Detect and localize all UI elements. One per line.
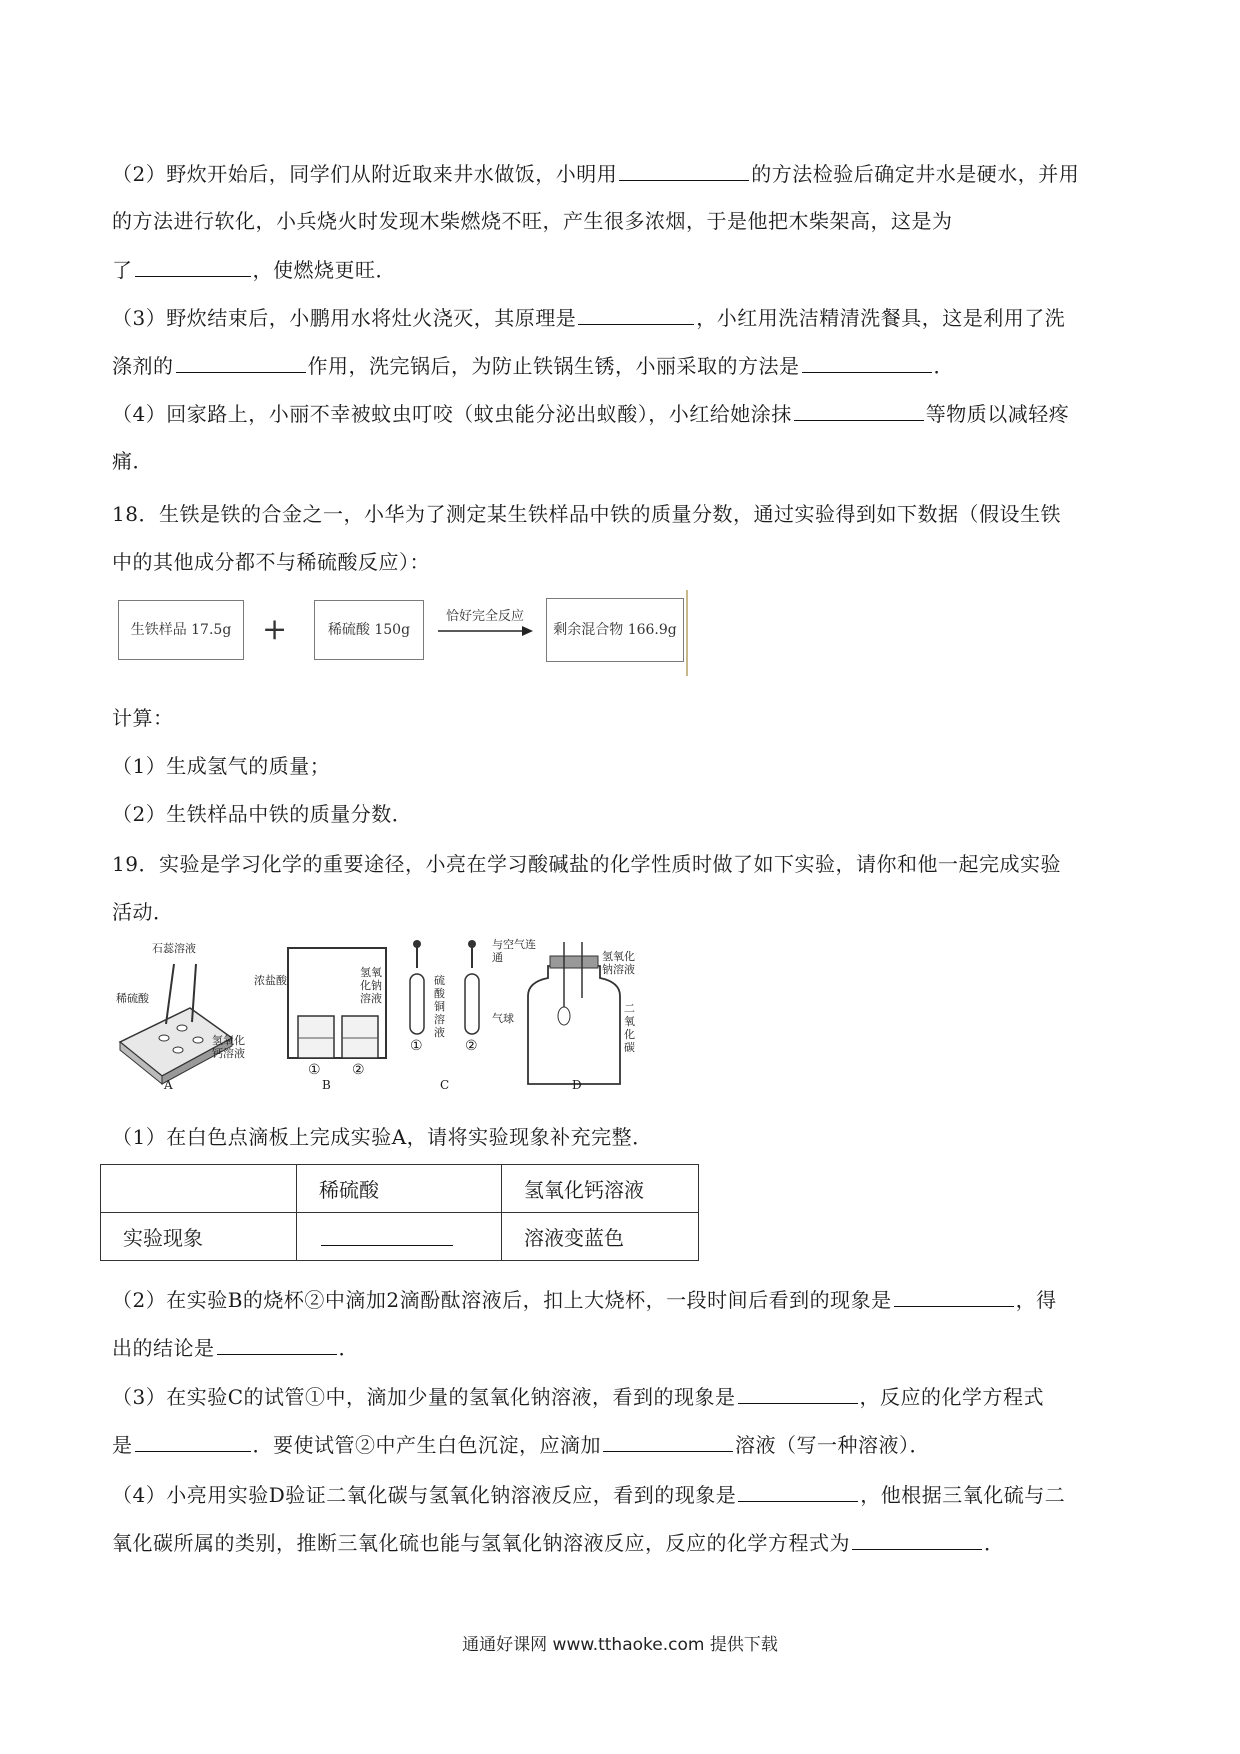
arrow-label: 恰好完全反应 — [446, 609, 525, 624]
text: 溶液（写一种溶液）． — [735, 1433, 930, 1457]
text: 计算： — [112, 706, 174, 730]
answer-blank[interactable] — [321, 1223, 453, 1246]
text: 出的结论是 — [112, 1336, 215, 1360]
experiment-table — [100, 1164, 699, 1261]
text: ，使燃烧更旺． — [252, 258, 396, 282]
figure-label: 气球 — [492, 1012, 514, 1025]
text: 是 — [112, 1433, 133, 1457]
figure-label: 稀硫酸 — [116, 992, 149, 1005]
text: （1）在白色点滴板上完成实验A，请将实验现象补充完整． — [112, 1125, 653, 1149]
q18-line1 — [112, 499, 1132, 529]
answer-blank[interactable] — [135, 254, 251, 277]
answer-blank[interactable] — [176, 350, 306, 373]
table-row — [101, 1213, 699, 1261]
table-cell: 溶液变蓝色 — [502, 1213, 699, 1261]
q18-sub1 — [112, 751, 1132, 781]
figure-label: 氢氧化钙溶液 — [212, 1034, 245, 1060]
answer-blank[interactable] — [894, 1284, 1014, 1307]
text: 19．实验是学习化学的重要途径，小亮在学习酸碱盐的化学性质时做了如下实验，请你和他一起完成实验 — [112, 852, 1061, 876]
figure-label: 与空气连通 — [492, 938, 536, 964]
text: 18．生铁是铁的合金之一，小华为了测定某生铁样品中铁的质量分数，通过实验得到如下数据（假设生铁 — [112, 502, 1061, 526]
q17-part3-line1 — [112, 302, 1132, 333]
text: 的方法进行软化，小兵烧火时发现木柴燃烧不旺，产生很多浓烟，于是他把木柴架高，这是为 — [112, 209, 953, 233]
q19-part4-line1 — [112, 1479, 1132, 1510]
figure-label: 二氧化碳 — [624, 1002, 635, 1054]
text: ，小红用洗洁精清洗餐具，这是利用了洗 — [696, 306, 1066, 330]
q18-line2 — [112, 547, 1132, 577]
page-footer: 通通好课网 www.tthaoke.com 提供下载 — [462, 1635, 778, 1655]
answer-blank[interactable] — [738, 1479, 858, 1502]
text: ． — [933, 354, 954, 378]
figure-label: 硫酸铜溶液 — [434, 974, 445, 1039]
text: （4）小亮用实验D验证二氧化碳与氢氧化钠溶液反应，看到的现象是 — [112, 1483, 737, 1507]
answer-blank[interactable] — [619, 158, 749, 181]
acid-box: 稀硫酸 150g — [314, 600, 424, 660]
table-row — [101, 1165, 699, 1213]
sample-box: 生铁样品 17.5g — [118, 600, 244, 660]
table-header-cell: 稀硫酸 — [297, 1165, 502, 1213]
text: 了 — [112, 258, 133, 282]
text: （3）野炊结束后，小鹏用水将灶火浇灭，其原理是 — [112, 306, 577, 330]
q17-part3-line2 — [112, 350, 1132, 381]
plus-sign: + — [262, 612, 288, 647]
figure-label: 氢氧化钠溶液 — [360, 966, 382, 1005]
answer-blank[interactable] — [852, 1527, 982, 1550]
text: 作用，洗完锅后，为防止铁锅生锈，小丽采取的方法是 — [307, 354, 800, 378]
q18-sub2 — [112, 799, 1132, 829]
text: 活动． — [112, 900, 174, 924]
figure-caption: A — [164, 1078, 173, 1092]
text: 氧化碳所属的类别，推断三氧化硫也能与氢氧化钠溶液反应，反应的化学方程式为 — [112, 1531, 850, 1555]
q19-part4-line2 — [112, 1527, 1132, 1558]
figure-caption: B — [322, 1078, 331, 1092]
q17-part2-line3 — [112, 254, 1132, 285]
text: （3）在实验C的试管①中，滴加少量的氢氧化钠溶液，看到的现象是 — [112, 1385, 736, 1409]
text: （2）野炊开始后，同学们从附近取来井水做饭，小明用 — [112, 162, 618, 186]
answer-blank[interactable] — [802, 350, 932, 373]
q19-part1 — [112, 1122, 1132, 1152]
q17-part2-line1 — [112, 158, 1132, 189]
table-header-cell: 氢氧化钙溶液 — [502, 1165, 699, 1213]
text: （1）生成氢气的质量； — [112, 754, 331, 778]
q19-line1 — [112, 849, 1132, 879]
figure-label: ① — [410, 1038, 423, 1054]
figure-caption: D — [572, 1078, 582, 1092]
figure-label: 浓盐酸 — [254, 974, 287, 987]
answer-blank[interactable] — [217, 1332, 337, 1355]
text: 的方法检验后确定井水是硬水，并用 — [751, 162, 1080, 186]
answer-blank[interactable] — [603, 1429, 733, 1452]
text: ，得 — [1015, 1288, 1057, 1312]
text: ． — [338, 1336, 359, 1360]
text: 涤剂的 — [112, 354, 174, 378]
text: （4）回家路上，小丽不幸被蚊虫叮咬（蚊虫能分泌出蚁酸），小红给她涂抹 — [112, 402, 792, 426]
text: 中的其他成分都不与稀硫酸反应）： — [112, 550, 430, 574]
residue-box: 剩余混合物 166.9g — [546, 598, 684, 662]
right-arrow-icon — [436, 624, 536, 638]
figure-label: ② — [352, 1062, 365, 1078]
q19-part3-line1 — [112, 1381, 1132, 1412]
figure-label: 氢氧化钠溶液 — [602, 950, 635, 976]
answer-blank[interactable] — [738, 1381, 858, 1404]
text: ，他根据三氧化硫与二 — [860, 1483, 1066, 1507]
text: ． — [984, 1531, 1005, 1555]
q19-line2 — [112, 897, 1132, 927]
table-cell — [297, 1213, 502, 1261]
q19-part2-line2 — [112, 1332, 1132, 1363]
answer-blank[interactable] — [135, 1429, 251, 1452]
q19-experiment-figure — [112, 938, 684, 1096]
apparatus-drawing — [112, 938, 684, 1096]
q18-calc-label — [112, 703, 1132, 733]
figure-label: ① — [308, 1062, 321, 1078]
text: （2）在实验B的烧杯②中滴加2滴酚酞溶液后，扣上大烧杯，一段时间后看到的现象是 — [112, 1288, 892, 1312]
q17-part4-line1 — [112, 398, 1132, 429]
table-row-label: 实验现象 — [101, 1213, 297, 1261]
figure-caption: C — [440, 1078, 450, 1092]
answer-blank[interactable] — [578, 302, 694, 325]
answer-blank[interactable] — [794, 398, 924, 421]
figure-label: ② — [465, 1038, 478, 1054]
q19-part2-line1 — [112, 1284, 1132, 1315]
scan-edge-line — [686, 590, 688, 676]
figure-label: 石蕊溶液 — [152, 942, 196, 955]
text: ．要使试管②中产生白色沉淀，应滴加 — [252, 1433, 601, 1457]
text: 等物质以减轻疼 — [925, 402, 1070, 426]
table-cell — [101, 1165, 297, 1213]
q19-part3-line2 — [112, 1429, 1132, 1460]
text: ，反应的化学方程式 — [859, 1385, 1045, 1409]
q17-part4-line2 — [112, 446, 1132, 476]
text: 痛． — [112, 449, 153, 473]
text: （2）生铁样品中铁的质量分数． — [112, 802, 413, 826]
q17-part2-line2 — [112, 206, 1132, 236]
